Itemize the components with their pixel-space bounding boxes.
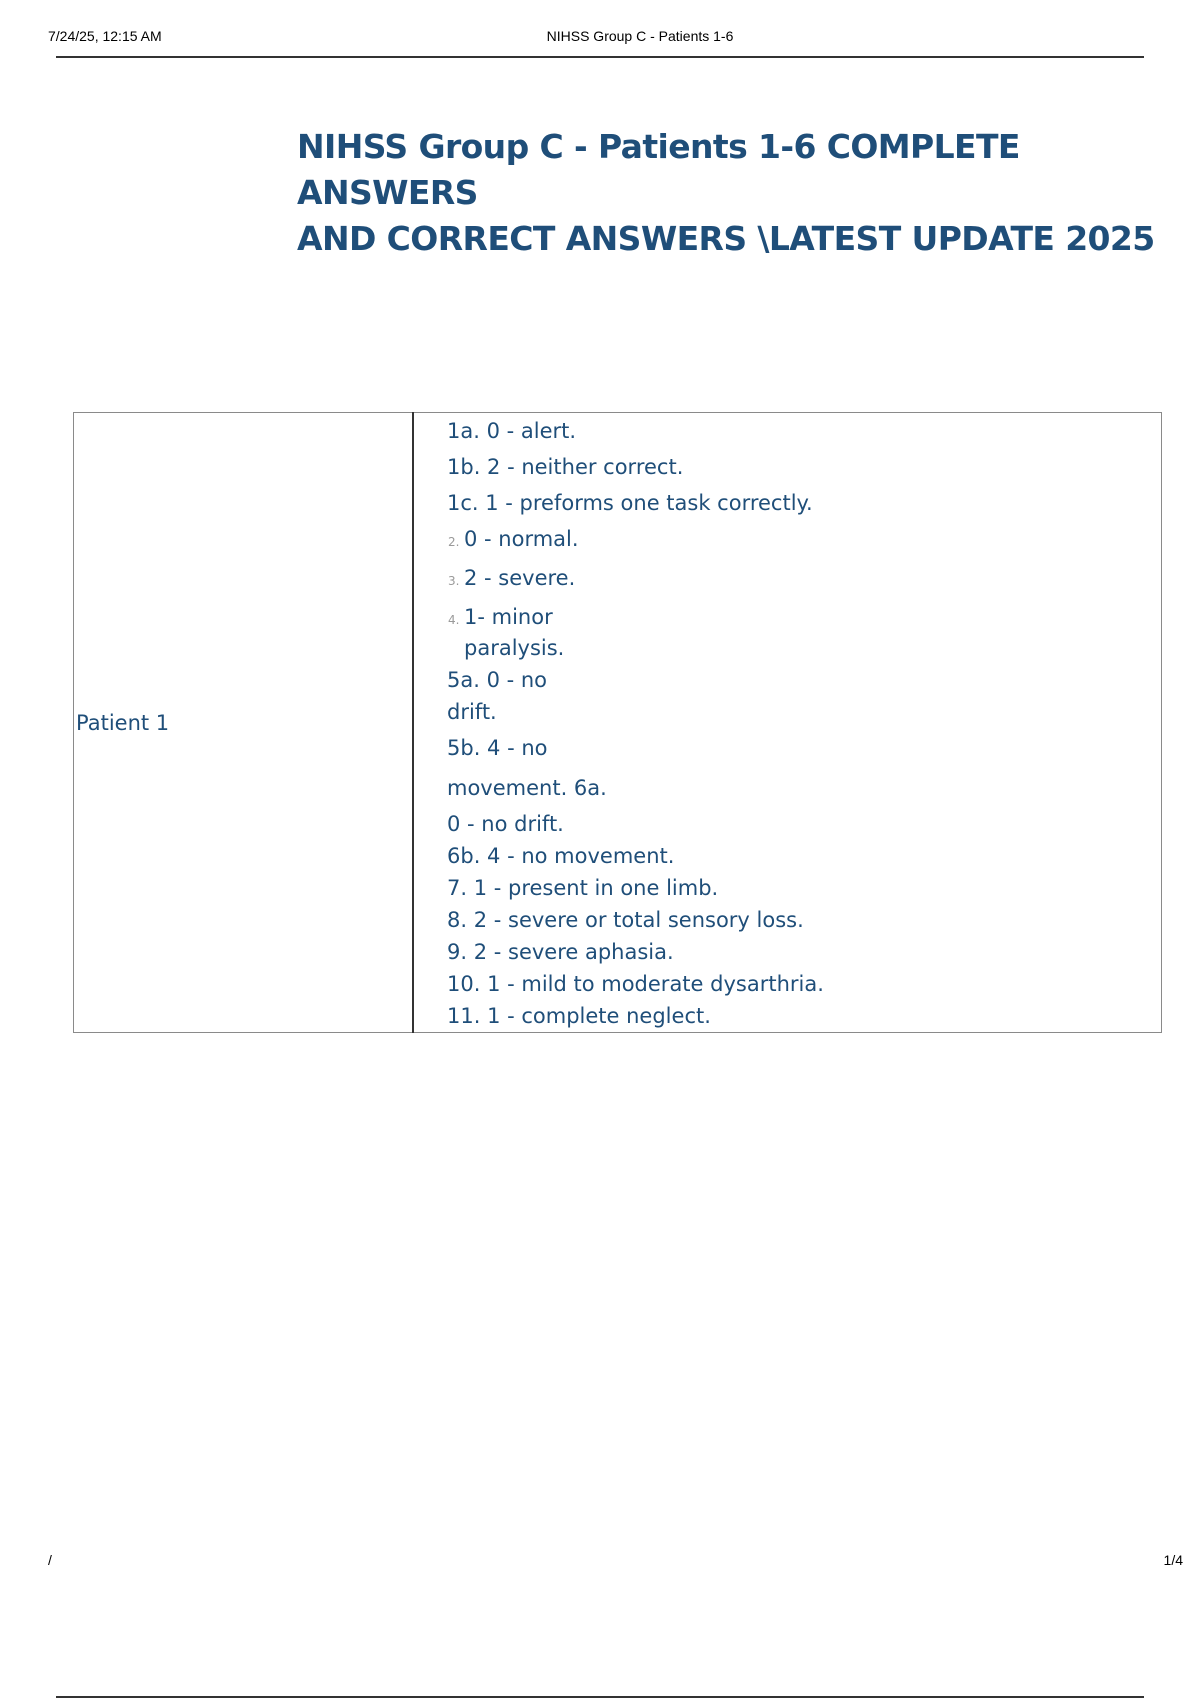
print-page-title: NIHSS Group C - Patients 1-6 (546, 28, 734, 44)
print-date: 7/24/25, 12:15 AM (48, 28, 162, 44)
answer-line: 10. 1 - mild to moderate dysarthria. (447, 972, 824, 996)
answer-number: 3. (448, 574, 460, 588)
document-title (297, 124, 1157, 262)
answer-line: 1c. 1 - preforms one task correctly. (447, 491, 813, 515)
answer-line (447, 525, 1161, 556)
answer-line (447, 564, 1161, 595)
answer-line: 5a. 0 - no (447, 668, 548, 692)
answer-line: 1b. 2 - neither correct. (447, 455, 684, 479)
footer-divider (56, 1696, 1144, 1698)
patient-label: Patient 1 (76, 710, 170, 735)
answer-line: 8. 2 - severe or total sensory loss. (447, 908, 804, 932)
answer-line: 7. 1 - present in one limb. (447, 876, 719, 900)
answer-line: 1a. 0 - alert. (447, 419, 577, 443)
answers-cell (413, 413, 1162, 1033)
patient-label-cell (74, 413, 414, 1033)
document-title-line-1: NIHSS Group C - Patients 1-6 COMPLETE ANSWERS (297, 127, 1020, 212)
print-footer-url: / (48, 1552, 52, 1568)
table-row (74, 413, 1162, 1033)
answer-line: 11. 1 - complete neglect. (447, 1004, 711, 1028)
answer-text-continued: paralysis. (464, 636, 565, 660)
answer-line: drift. (447, 700, 497, 724)
answer-number: 4. (448, 613, 460, 627)
answer-line: 9. 2 - severe aphasia. (447, 940, 674, 964)
answers-table (73, 412, 1162, 1033)
header-divider (56, 56, 1144, 58)
answer-text: 1- minor (464, 605, 553, 629)
answer-text: 2 - severe. (464, 566, 576, 590)
print-header (0, 28, 1200, 48)
answer-line: 6b. 4 - no movement. (447, 844, 675, 868)
answer-line: movement. 6a. (447, 776, 607, 800)
answer-text: 0 - normal. (464, 527, 579, 551)
answer-line: 0 - no drift. (447, 812, 564, 836)
answer-line: 5b. 4 - no (447, 736, 548, 760)
answer-number: 2. (448, 535, 460, 549)
answer-line (447, 603, 1161, 662)
document-title-line-2: AND CORRECT ANSWERS \LATEST UPDATE 2025 (297, 219, 1155, 258)
print-page-number: 1/4 (1163, 1552, 1183, 1568)
